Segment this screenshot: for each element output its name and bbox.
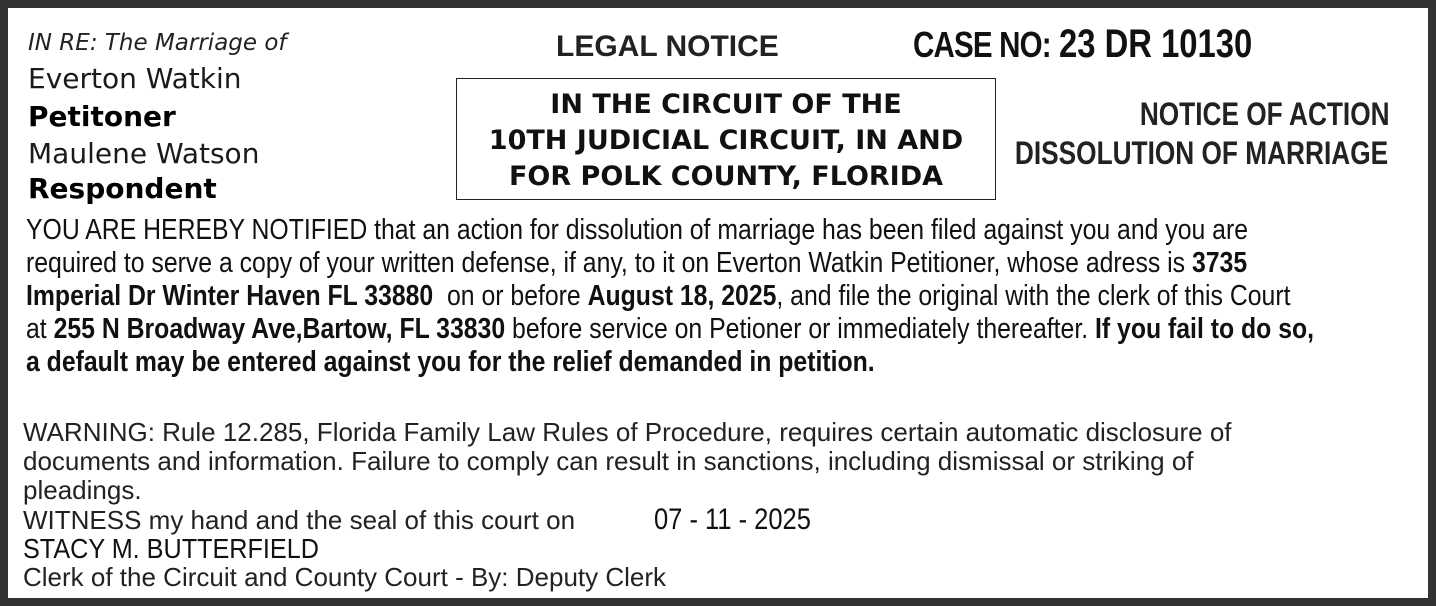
body-line-5: [26, 346, 1223, 379]
court-address: 255 N Broadway Ave,Bartow, FL 33830: [53, 313, 506, 345]
case-number-value: 23 DR 10130: [1058, 22, 1253, 66]
default-warning-part-2: a default may be entered against you for the relief demanded in petition.: [26, 346, 875, 378]
case-number-label: CASE NO:: [913, 24, 1051, 65]
court-line-2: 10TH JUDICIAL CIRCUIT, IN AND: [488, 125, 964, 156]
default-warning-part-1: If you fail to do so,: [1095, 313, 1315, 345]
respondent-name: Maulene Watson: [28, 137, 260, 170]
notice-body: [26, 214, 1315, 379]
warning-block: [23, 418, 1403, 505]
legal-notice-heading: LEGAL NOTICE: [556, 30, 779, 63]
body-line-1: YOU ARE HEREBY NOTIFIED that an action for dissolution of marriage has been filed against you and you are: [26, 214, 1249, 246]
petitioner-label: Petitoner: [28, 100, 176, 133]
court-line-3: FOR POLK COUNTY, FLORIDA: [508, 161, 944, 192]
address-number: 3735: [1191, 247, 1248, 279]
petitioner-address: Imperial Dr Winter Haven FL 33880: [26, 280, 434, 312]
court-line-1: IN THE CIRCUIT OF THE: [550, 89, 902, 120]
warning-line-1: WARNING: Rule 12.285, Florida Family Law Rules of Procedure, requires certain automatic disclosure of: [23, 417, 1232, 447]
response-deadline: August 18, 2025: [587, 280, 777, 312]
warning-line-3: pleadings.: [23, 475, 142, 505]
petitioner-name: Everton Watkin: [28, 62, 242, 95]
witness-statement: WITNESS my hand and the seal of this court on: [23, 505, 576, 535]
notice-title-line-1: NOTICE OF ACTION: [1140, 96, 1390, 132]
clerk-title: Clerk of the Circuit and County Court - By: Deputy Clerk: [23, 562, 667, 592]
clerk-name: STACY M. BUTTERFIELD: [23, 533, 319, 564]
witness-date: 07 - 11 - 2025: [654, 503, 811, 536]
court-box: [456, 78, 996, 200]
case-number: [913, 22, 1252, 67]
in-re-caption: IN RE: The Marriage of: [28, 30, 287, 56]
body-line-3: Imperial Dr Winter Haven FL 33880 on or before August 18, 2025, and file the original with the clerk of this Court: [26, 280, 1291, 312]
respondent-label: Respondent: [28, 172, 217, 205]
body-line-4: at 255 N Broadway Ave,Bartow, FL 33830 before service on Petioner or immediately thereafter. If you fail to do so,: [26, 313, 1315, 345]
notice-title-line-2: DISSOLUTION OF MARRIAGE: [1014, 135, 1388, 171]
body-line-2: required to serve a copy of your written defense, if any, to it on Everton Watkin Petitioner, whose adress is 3735: [26, 247, 1248, 279]
warning-line-2: documents and information. Failure to comply can result in sanctions, including dismissal or striking of: [23, 446, 1194, 476]
